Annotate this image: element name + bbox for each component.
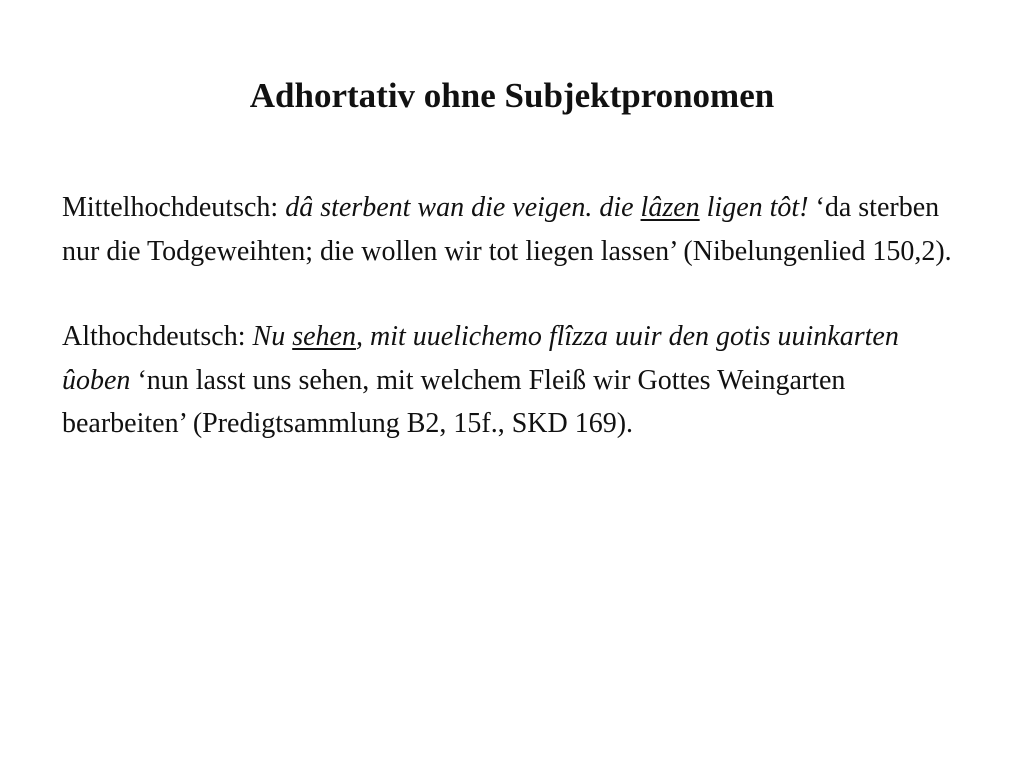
language-label: Mittelhochdeutsch: bbox=[62, 192, 286, 223]
language-label: Althochdeutsch: bbox=[62, 321, 253, 352]
quote-text: , mit uuelichemo flîzza uuir den gotis uuinkarten ûoben bbox=[62, 321, 899, 396]
paragraph-mittelhochdeutsch bbox=[62, 186, 962, 273]
slide-title: Adhortativ ohne Subjektpronomen bbox=[249, 76, 775, 115]
quote-text: ligen tôt! bbox=[699, 192, 809, 223]
quote-text: Nu bbox=[252, 321, 293, 352]
translation-and-source: ‘da sterben nur die Todgeweihten; die wollen wir tot liegen lassen’ (Nibelungenlied 150,2). bbox=[62, 192, 952, 267]
quote-text: dâ sterbent wan die veigen. die bbox=[285, 192, 641, 223]
paragraph-althochdeutsch bbox=[62, 315, 962, 446]
underlined-verb: sehen bbox=[292, 321, 356, 352]
underlined-verb: lâzen bbox=[640, 192, 700, 223]
slide-body bbox=[62, 186, 962, 488]
translation-and-source: ‘nun lasst uns sehen, mit welchem Fleiß wir Gottes Weingarten bearbeiten’ (Predigtsammlung B2, 15f., SKD 169). bbox=[62, 364, 846, 439]
